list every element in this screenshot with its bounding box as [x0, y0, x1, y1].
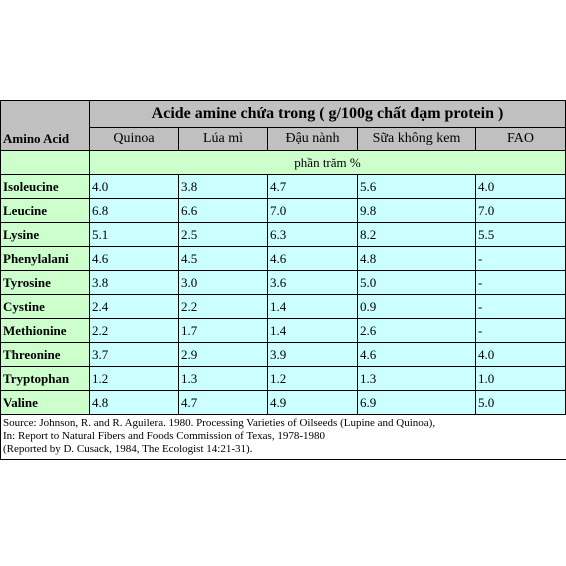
value-cell: 6.8 [90, 199, 179, 223]
value-cell: 1.0 [476, 367, 566, 391]
value-cell: 0.9 [358, 295, 476, 319]
value-cell: 4.6 [90, 247, 179, 271]
value-cell: 4.7 [179, 391, 268, 415]
table-row [1, 175, 566, 199]
value-cell: 2.4 [90, 295, 179, 319]
value-cell: 6.3 [268, 223, 358, 247]
value-cell: 5.6 [358, 175, 476, 199]
value-cell: 5.0 [358, 271, 476, 295]
amino-acid-name: Tyrosine [1, 271, 90, 295]
value-cell: 1.4 [268, 319, 358, 343]
value-cell: 2.2 [179, 295, 268, 319]
value-cell: 3.7 [90, 343, 179, 367]
value-cell: 2.5 [179, 223, 268, 247]
amino-acid-name: Phenylalani [1, 247, 90, 271]
table-title: Acide amine chứa trong ( g/100g chất đạm protein ) [90, 101, 566, 128]
value-cell: 4.0 [476, 343, 566, 367]
value-cell: 5.5 [476, 223, 566, 247]
amino-acid-name: Valine [1, 391, 90, 415]
value-cell: 6.9 [358, 391, 476, 415]
value-cell: 3.6 [268, 271, 358, 295]
value-cell: 4.5 [179, 247, 268, 271]
source-note [0, 415, 566, 460]
amino-acid-name: Tryptophan [1, 367, 90, 391]
value-cell: 5.0 [476, 391, 566, 415]
value-cell: 3.9 [268, 343, 358, 367]
source-line: (Reported by D. Cusack, 1984, The Ecologist 14:21-31). [3, 443, 253, 455]
column-header-lua-mi: Lúa mì [179, 128, 268, 151]
value-cell: 3.0 [179, 271, 268, 295]
amino-acid-table-container [0, 100, 566, 460]
row-header: Amino Acid [1, 101, 90, 151]
table-row [1, 295, 566, 319]
amino-acid-name: Lysine [1, 223, 90, 247]
value-cell: 9.8 [358, 199, 476, 223]
table-row [1, 271, 566, 295]
value-cell: 2.2 [90, 319, 179, 343]
table-row [1, 391, 566, 415]
value-cell: - [476, 295, 566, 319]
column-header-quinoa: Quinoa [90, 128, 179, 151]
table-row [1, 199, 566, 223]
column-header-fao: FAO [476, 128, 566, 151]
value-cell: 5.1 [90, 223, 179, 247]
unit-label: phần trăm % [90, 151, 566, 175]
value-cell: - [476, 247, 566, 271]
table-row [1, 319, 566, 343]
value-cell: 2.6 [358, 319, 476, 343]
unit-row-spacer [1, 151, 90, 175]
value-cell: 4.7 [268, 175, 358, 199]
value-cell: 1.4 [268, 295, 358, 319]
source-line: In: Report to Natural Fibers and Foods Commission of Texas, 1978-1980 [3, 430, 325, 442]
value-cell: 4.0 [90, 175, 179, 199]
table-row [1, 367, 566, 391]
value-cell: 7.0 [268, 199, 358, 223]
value-cell: 1.2 [90, 367, 179, 391]
value-cell: 8.2 [358, 223, 476, 247]
amino-acid-name: Leucine [1, 199, 90, 223]
value-cell: 2.9 [179, 343, 268, 367]
value-cell: 3.8 [90, 271, 179, 295]
amino-acid-name: Methionine [1, 319, 90, 343]
table-row [1, 343, 566, 367]
value-cell: 4.6 [268, 247, 358, 271]
value-cell: 7.0 [476, 199, 566, 223]
column-header-sua-khong-kem: Sữa không kem [358, 128, 476, 151]
amino-acid-name: Isoleucine [1, 175, 90, 199]
amino-acid-name: Cystine [1, 295, 90, 319]
table-row [1, 223, 566, 247]
value-cell: 4.9 [268, 391, 358, 415]
table-row [1, 247, 566, 271]
value-cell: 4.8 [358, 247, 476, 271]
value-cell: 1.7 [179, 319, 268, 343]
amino-acid-name: Threonine [1, 343, 90, 367]
column-header-dau-nanh: Đậu nành [268, 128, 358, 151]
value-cell: 1.3 [358, 367, 476, 391]
source-line: Source: Johnson, R. and R. Aguilera. 1980. Processing Varieties of Oilseeds (Lupine and Quinoa), [3, 417, 436, 429]
value-cell: - [476, 319, 566, 343]
value-cell: 4.6 [358, 343, 476, 367]
amino-acid-table [0, 100, 566, 415]
value-cell: 4.8 [90, 391, 179, 415]
value-cell: - [476, 271, 566, 295]
value-cell: 1.2 [268, 367, 358, 391]
value-cell: 6.6 [179, 199, 268, 223]
value-cell: 4.0 [476, 175, 566, 199]
value-cell: 3.8 [179, 175, 268, 199]
value-cell: 1.3 [179, 367, 268, 391]
